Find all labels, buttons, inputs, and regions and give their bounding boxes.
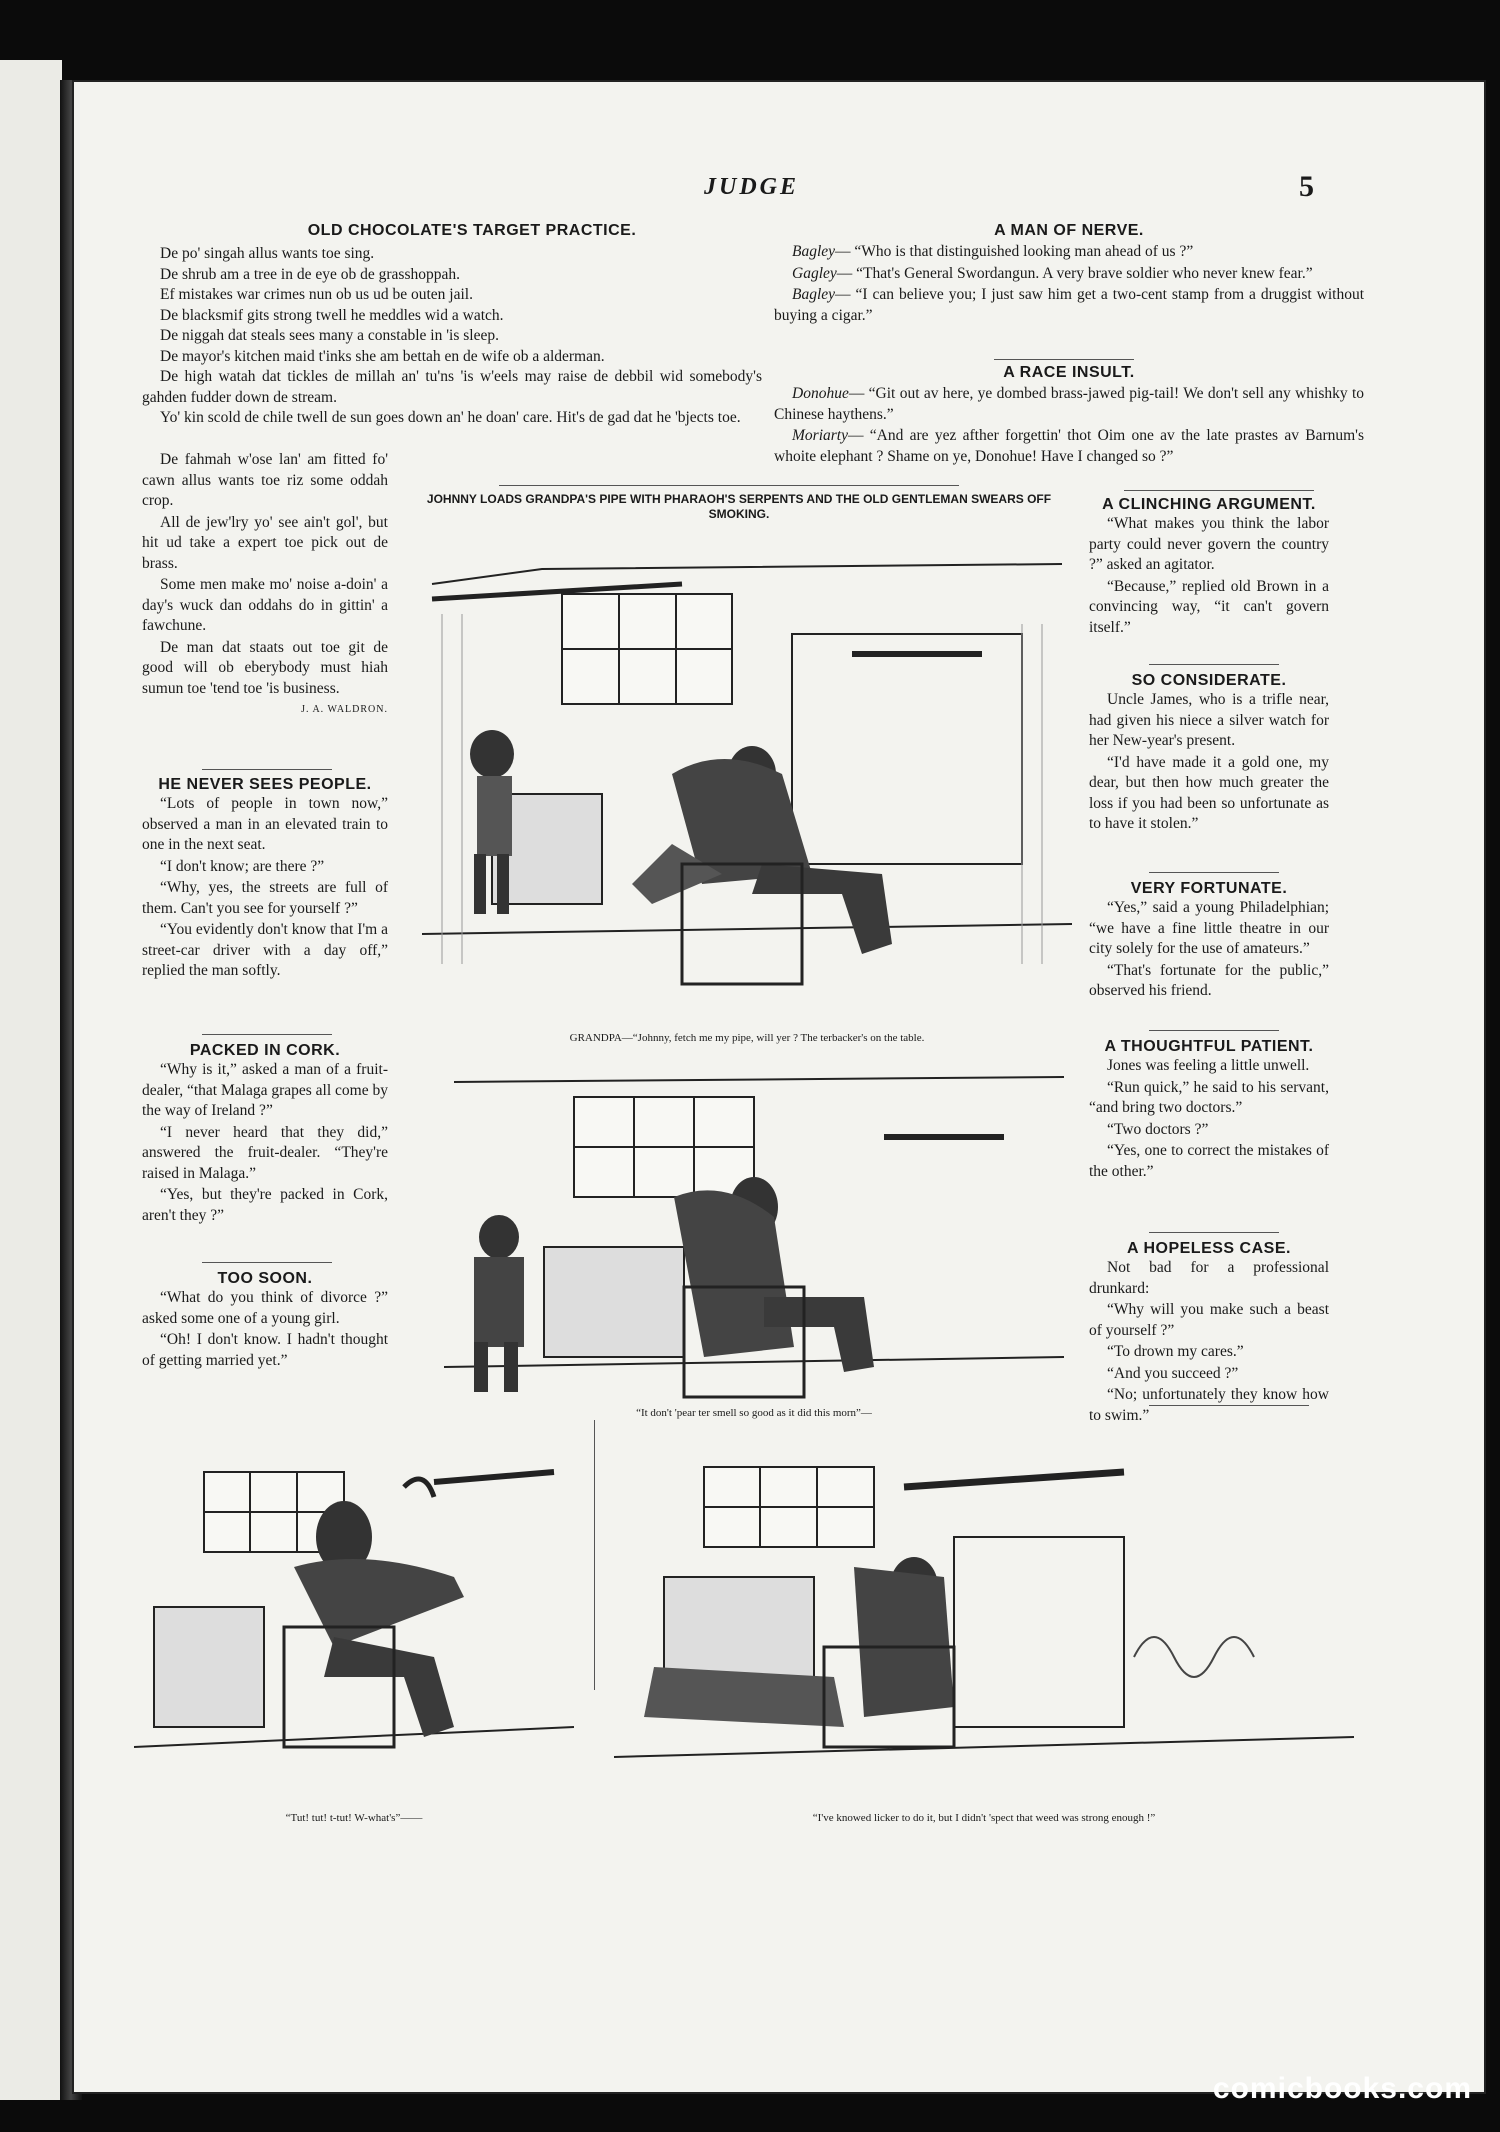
never-sees-article [142,776,388,983]
man-of-nerve-article [774,222,1364,327]
caption-4: “I've knowed licker to do it, but I didn't 'spect that weed was strong enough !” [812,1812,1156,1824]
article-title: A CLINCHING ARGUMENT. [1102,496,1316,513]
paragraph: “You evidently don't know that I'm a street-car driver with a day off,” replied the man softly. [142,921,388,979]
dialogue-line: Gagley— “That's General Swordangun. A very brave soldier who never knew fear.” [792,264,1313,282]
speech: “Git out av here, ye dombed brass-jawed pig-tail! We don't sell any whishky to Chinese haythens.” [774,385,1364,423]
dialogue-line: Bagley— “I can believe you; I just saw him get a two-cent stamp from a druggist without buying a cigar.” [774,286,1364,324]
facing-page-edge [0,60,62,2100]
cartoon-panel-3 [134,1427,574,1807]
article-title: A THOUGHTFUL PATIENT. [1104,1038,1314,1055]
speech: “That's General Swordangun. A very brave soldier who never knew fear.” [856,264,1313,282]
divider [202,1034,332,1035]
packed-in-cork-article [142,1042,388,1227]
running-head: JUDGE [704,174,800,200]
divider [1149,1232,1279,1233]
poem-lines [142,244,762,429]
text-line: De niggah dat steals sees many a constable in 'is sleep. [160,327,499,344]
text-line: De mayor's kitchen maid t'inks she am bettah en de wife ob a alderman. [160,347,605,365]
divider [1149,664,1279,665]
speech: “Who is that distinguished looking man ahead of us ?” [854,243,1194,260]
paragraph: “Why will you make such a beast of yourself ?” [1089,1301,1329,1339]
divider [499,485,959,486]
article-title: VERY FORTUNATE. [1130,880,1288,897]
page-number: 5 [1299,170,1314,203]
divider [1124,490,1314,491]
text-line: All de jew'lry yo' see ain't gol', but hit ud take a expert toe pick out de brass. [142,513,388,572]
article-title: PACKED IN CORK. [189,1042,341,1059]
too-soon-article [142,1270,388,1372]
cartoon-panel-1 [422,544,1072,1024]
panel-separator [594,1420,595,1690]
paragraph: “Two doctors ?” [1107,1120,1209,1138]
paragraph: “Yes,” said a young Philadelphian; “we have a fine little theatre in our city solely for the use of amateurs.” [1089,899,1329,957]
paragraph: “Why, yes, the streets are full of them. Can't you see for yourself ?” [142,879,388,917]
target-practice-continued [142,450,388,721]
article-title: A MAN OF NERVE. [994,222,1144,239]
clinching-article [1089,496,1329,639]
caption-3: “Tut! tut! t-tut! W-what's”—— [285,1812,423,1824]
text-line: De shrub am a tree in de eye ob de grasshoppah. [160,265,460,283]
cartoon-panel-2 [444,1067,1064,1402]
fortunate-article [1089,880,1329,1003]
speaker: Donohue [792,385,849,402]
paragraph: “Lots of people in town now,” observed a man in an elevated train to one in the next seat. [142,795,388,853]
article-title: OLD CHOCOLATE'S TARGET PRACTICE. [307,222,637,239]
considerate-article [1089,672,1329,836]
cartoon-panel-4 [614,1427,1354,1807]
article-title: A HOPELESS CASE. [1127,1240,1291,1257]
article-title: A RACE INSULT. [1003,364,1135,381]
divider [202,1262,332,1263]
paragraph: Uncle James, who is a trifle near, had given his niece a silver watch for her New-year's present. [1089,691,1329,749]
paragraph: “I never heard that they did,” answered the fruit-dealer. “They're raised in Malaga.” [142,1123,388,1182]
paragraph: “Yes, but they're packed in Cork, aren't they ?” [142,1186,388,1224]
thoughtful-article [1089,1038,1329,1183]
text-line: De man dat staats out toe git de good will ob eberybody must hiah sumun toe 'tend toe 'is business. [142,638,388,697]
text-line: De po' singah allus wants toe sing. [160,245,375,262]
dialogue-line: Moriarty— “And are yez afther forgettin' thot Oim one av the late prastes av Barnum's whoite elephant ? Shame on ye, Donohue! Have I changed so ?” [774,427,1364,465]
cartoon-title: JOHNNY LOADS GRANDPA'S PIPE WITH PHARAOH'S SERPENTS AND THE OLD GENTLEMAN SWEARS OFF SMOKING. [426,492,1052,521]
paragraph: “I don't know; are there ?” [160,857,325,875]
magazine-page [72,80,1486,2094]
paragraph: “And you succeed ?” [1107,1364,1239,1382]
race-insult-article [774,364,1364,468]
speech: “I can believe you; I just saw him get a two-cent stamp from a druggist without buying a cigar.” [774,286,1364,324]
divider [1149,1405,1309,1406]
divider [1149,1030,1279,1031]
watermark: comicbooks.com [1212,2072,1472,2105]
paragraph: “Oh! I don't know. I hadn't thought of getting married yet.” [142,1331,388,1369]
paragraph: “Why is it,” asked a man of a fruit-dealer, “that Malaga grapes all come by the way of Ireland ?” [142,1061,388,1119]
speech: “And are yez afther forgettin' thot Oim one av the late prastes av Barnum's whoite elephant ? Shame on ye, Donohue! Have I changed so ?” [774,427,1364,465]
paragraph: “What makes you think the labor party could never govern the country ?” asked an agitator. [1089,515,1329,573]
paragraph: “To drown my cares.” [1107,1343,1244,1360]
caption-2: “It don't 'pear ter smell so good as it did this morn”— [636,1407,872,1419]
speaker: Gagley [792,264,837,282]
paragraph: “That's fortunate for the public,” observed his friend. [1089,961,1329,999]
divider [994,359,1134,360]
hopeless-article [1089,1240,1329,1427]
paragraph: “Yes, one to correct the mistakes of the other.” [1089,1142,1329,1180]
divider [1149,872,1279,873]
paragraph: “I'd have made it a gold one, my dear, but then how much greater the loss if you had been so unfortunate as to have it stolen.” [1089,753,1329,832]
paragraph: “Because,” replied old Brown in a convincing way, “it can't govern itself.” [1089,577,1329,636]
paragraph: Jones was feeling a little unwell. [1107,1057,1310,1074]
signature: J. A. WALDRON. [301,704,388,715]
article-title: HE NEVER SEES PEOPLE. [158,776,372,793]
text-line: Yo' kin scold de chile twell de sun goes down an' he doan' care. Hit's de gad dat he 'bjects toe. [160,409,741,426]
article-title: TOO SOON. [217,1270,313,1287]
dialogue-line: Donohue— “Git out av here, ye dombed brass-jawed pig-tail! We don't sell any whishky to Chinese haythens.” [774,385,1364,423]
paragraph: “Run quick,” he said to his servant, “and bring two doctors.” [1089,1078,1329,1116]
divider [202,769,332,770]
caption-1: GRANDPA—“Johnny, fetch me my pipe, will yer ? The terbacker's on the table. [569,1032,925,1044]
text-line: Ef mistakes war crimes nun ob us ud be outen jail. [160,286,473,303]
article-title: SO CONSIDERATE. [1131,672,1287,689]
speaker: Moriarty [792,427,848,444]
speaker: Bagley [792,243,836,260]
text-line: De fahmah w'ose lan' am fitted fo' cawn allus wants toe riz some oddah crop. [142,451,388,509]
speaker: Bagley [792,286,836,303]
text-line: Some men make mo' noise a-doin' a day's wuck dan oddahs do in gittin' a fawchune. [142,576,388,634]
paragraph: “What do you think of divorce ?” asked some one of a young girl. [142,1289,388,1327]
paragraph: “No; unfortunately they know how to swim.” [1089,1386,1329,1424]
target-practice-article [142,222,762,429]
paragraph: Not bad for a professional drunkard: [1089,1259,1329,1297]
text-line: De high watah dat tickles de millah an' tu'ns 'is w'eels may raise de debbil wid somebody's gahden fudder down de stream. [142,368,762,406]
text-line: De blacksmif gits strong twell he meddles wid a watch. [160,306,504,324]
dialogue-line: Bagley— “Who is that distinguished looking man ahead of us ?” [792,243,1194,260]
